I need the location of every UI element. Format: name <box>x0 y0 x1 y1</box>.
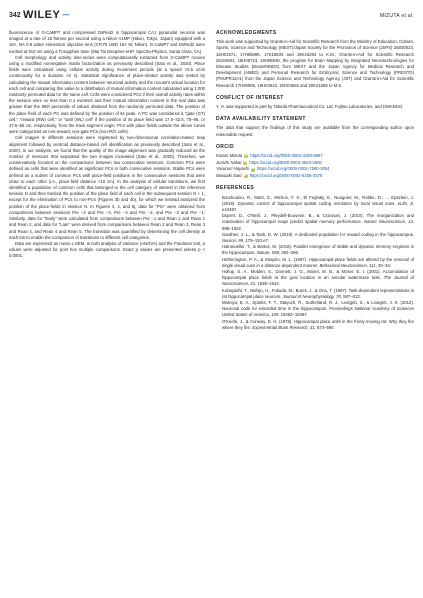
orcid-icon <box>251 168 255 172</box>
reference-text: O'Keefe, J., & Conway, D. H. (1978). Hippocampal place units in the freely moving rat: Why they fire where they fire. <box>222 318 414 330</box>
orcid-link[interactable]: https://orcid.org/0000-0003-4963-2600 <box>249 159 322 165</box>
reference-pages: , 597–613. <box>340 293 361 299</box>
orcid-link[interactable]: https://orcid.org/0000-0002-5208-3375 <box>249 172 323 178</box>
reference-journal: Nature, 558 <box>256 250 279 256</box>
orcid-item <box>216 153 414 160</box>
reference-pages: , 19462–19467. <box>278 312 308 318</box>
reference-pages: , 179–193.e7. <box>243 238 270 244</box>
reference-text: Bourboulou, R., Marti, G., Michon, F. X., El Feghaly, E., Nouguier, M., Robbe, D., … Epsztein, J. (2019). Dynamic control of hippocampal spatial coding resolution by local visual cues. <box>222 194 414 206</box>
page-header <box>9 10 414 24</box>
reference-journal: Journal of Neurophysiology, 78 <box>282 293 341 299</box>
running-head: MIZUTA et al. <box>379 13 414 19</box>
reference-entry <box>216 269 414 288</box>
reference-pages: , 1635–1644. <box>255 281 280 287</box>
orcid-icon <box>244 154 248 158</box>
reference-text: Hetherington, P. A., & Shapiro, M. L. (1997). Hippocampal place fields are altered by the removal of single visual cues in a distance-dependent manner. <box>222 256 414 268</box>
reference-text: Hollup, S. A., Molden, S., Donnett, J. G., Moser, M. B., & Moser, E. I. (2001). Accumulation of hippocampal place fields at the goal location in an annular watermaze task. <box>222 269 414 281</box>
methods-paragraph-4: Data are expressed as mean ± SEM. In both analysis of variance (ANOVA) and the Friedman test, p values were adjusted for post hoc multiple comparisons. Exact p values are presented unless p < 0.0001. <box>9 240 205 259</box>
left-column <box>9 30 205 260</box>
reference-journal: Neuron, 99 <box>222 238 244 244</box>
orcid-author-name: Kotaro Mizuta <box>216 153 243 159</box>
reference-text: Kobayashi, T., Nishijo, H., Fukuda, M., Bures, J., & Ono, T. (1997). Task-dependent representations in rat hippocampal place neurons. <box>222 287 414 299</box>
orcid-author-name: Yasunori Hayashi <box>216 166 249 172</box>
reference-pages: , 573–590. <box>314 324 335 330</box>
reference-text: Gauthier, J. L., & Tank, D. W. (2018). A dedicated population for reward coding in the hippocampus. <box>222 231 414 237</box>
orcid-link[interactable]: https://orcid.org/0000-0002-7560-3004 <box>257 166 330 172</box>
references-heading: REFERENCES <box>216 185 255 192</box>
reference-entry <box>216 213 414 232</box>
reference-journal: Nature Neuroscience, 13 <box>363 219 413 225</box>
reference-entry <box>216 300 414 319</box>
orcid-item <box>216 173 414 180</box>
reference-journal: Behavioral Neuroscience, 111 <box>319 262 376 268</box>
reference-pages: , e44487. <box>222 200 414 213</box>
orcid-heading: ORCID <box>216 143 235 150</box>
reference-entry <box>216 232 414 244</box>
methods-paragraph-3: Cell images in different sessions were registered by two-dimensional correlation-based map alignment followed by centroid distance-based cell identification as previously described (Sato et al., 2020). In our analysis, we found that the quality of the image alignment was gradually reduced as the number of sessions that separated the two images increased (Sato et al., 2020). Therefore, we conservatively focused on the comparisons between two consecutive sessions. Common PCs were defined as cells that were identified as significant PCs in both consecutive sessions. Stable PCs were defined as a subset of common PCs with place-field positions in the consecutive sessions that were close to each other (i.e., place-field distance <10 cm). In the analysis of cellular transitions, we first identified a population of common cells that belonged to the cell category of interest in the reference session N and then tracked the position of the place field of each cell in the subsequent session N + 1, except for the elimination of PCs to non-PCs (Figures 3b and 4b), for which we instead analyzed the position of the place-fields in session N. In Figures 3, 4, and 5j, data for "Pre" were obtained from comparisons between sessions Pre −4 and Pre −3, Pre −3 and Pre −2, and Pre −2 and Pre −1. Similarly, data for "Early" were calculated from comparisons between Pre −1 and Rean 1 and Rean 1 and Rean 2, and data for "Late" were derived from comparisons between Rean 2 and Rean 3, Rean 3 and Rean 4, and Rean 4 and Rean 5. The transition was quantified by determining the cell density at each bin to enable the comparison of transitions to different cell categories. <box>9 135 205 240</box>
reference-pages: , 995–1002. <box>222 219 414 231</box>
conflict-heading: CONFLICT OF INTEREST <box>216 94 284 101</box>
reference-pages: , 292–296. <box>278 250 300 256</box>
journal-logo <box>23 9 70 21</box>
orcid-link[interactable]: https://orcid.org/0000-0003-3169-8997 <box>250 153 323 159</box>
orcid-list <box>216 153 414 179</box>
reference-entry <box>216 257 414 269</box>
orcid-icon <box>243 161 247 165</box>
reference-text: Mamiya, E. A., Sparks, F. T., Stayoch, R., Sutherland, R. J., Leutgeb, S., & Leutgeb, J. K. (2012). Neuronal code for extended time in the hippocampus. <box>222 300 414 312</box>
page-number: 342 <box>9 12 21 19</box>
orcid-item <box>216 166 414 173</box>
reference-entry <box>216 319 414 331</box>
reference-journal: The Journal of Neuroscience, 21 <box>222 275 415 287</box>
journal-name: WILEY <box>23 9 61 21</box>
reference-text: Hainmueller, T., & Bartos, M. (2018). Parallel emergence of stable and dynamic memory engrams in the hippocampus. <box>222 244 414 256</box>
data-availability-heading: DATA AVAILABILITY STATEMENT <box>216 116 306 123</box>
orcid-author-name: Masaaki Sato <box>216 172 242 178</box>
reference-journal: Experimental Brain Research, 31 <box>252 324 315 330</box>
orcid-item <box>216 160 414 167</box>
references-list <box>216 195 414 331</box>
right-column <box>216 30 414 331</box>
conflict-text: Y. H. was supported in part by Takeda Pharmaceutical Co. Ltd, Fujitsu Laboratories, and DWANGO. <box>216 104 404 110</box>
reference-text: Dupret, D., O'Neill, J., Pleydell-Bouverie, B., & Csicsvari, J. (2010). The reorganization and reactivation of hippocampal maps predict spatial memory performance. <box>222 213 414 225</box>
acknowledgments-text: This work was supported by Grants-in-Aid for Scientific Research from the Ministry of Education, Culture, Sports, Science and Technology (MEXT)/Japan Society for the Promotion of Science (JSPS) 25830023, 15H01571, 17H05695, 17K19633 and 19K16293 to K.M.; Grants-in-Aid for Scientific Research 26115504, 15H05723, 18H06536, the program for Brain Mapping by Integrated Neurotechnologies for Disease Studies (Brain/MINDS) from MEXT and the Japan Agency for Medical Research and Development (AMED) and Personal Research for Embryonic Science and Technology (PRESTO) (PMJPR12A1) from the Japan Science and Technology Agency (JST) and Grants-in-Aid for Scientific Research 17H05985, 19H04942, 20H03550 and 20K21565 to M.S. <box>216 39 414 88</box>
methods-paragraph-2: Cell morphology and activity time-series were computationally extracted from G-CaMP7 movies using a modified nonnegative matrix factorization as previously described (Sato et al., 2020). Place fields were calculated using cellular activity during movement periods (at a speed >0.5 cm/s continuously for a duration >2 s). Statistical significance of place-related activity was tested by calculating the mutual information content between neuronal activity and the mouse's virtual location for each cell and comparing this value to a distribution of mutual information content calculated using 1,000 randomly permuted data for the same cell. Cells were considered PCs if their overall activity rates within the session were no less than 0.1 events/s and their mutual information content in the real data was greater than the 95th percentile of values obtained from the randomly permuted data. The position of the place field of each PC was defined by the position of its peak. A PC was considered a "gate (GT) cell," "reward (RW) cell," or "wall (WL) cell" if the position of its place field was 17.5–32.5, 75–95, or 47.5–55 cm, respectively, from the track segment origin. PCs with place fields outside the above zones were categorized as non-reward, non-gate PCs (non-R/G cells). <box>9 54 205 135</box>
acknowledgments-heading: ACKNOWLEDGMENTS <box>216 30 277 36</box>
data-availability-text: The data that support the findings of this study are available from the corresponding author upon reasonable request. <box>216 125 414 137</box>
reference-entry <box>216 195 414 214</box>
methods-paragraph-1: fluorescence of G-CaMP7 and compressed DsRed2 in hippocampal CA1 pyramidal neurons was imaged at a rate of 15 frames per second using a Nikon A1MP (Nikon, Tokyo, Japan) equipped with a 16×, NA 0.8 water immersion objective lens (CFI75 LWD 16× W, Nikon). G-CaMP7 and DsRed2 were excited at 910 nm using a Ti:sapphire laser (Mai Tai DeepSee eHP, Spectra-Physics, Santa Clara, CA). <box>9 30 205 54</box>
reference-entry <box>216 288 414 300</box>
reference-journal: Proceedings National Academy of Sciences United States of America, 109 <box>222 306 414 318</box>
logo-dash-icon: — <box>62 11 70 19</box>
reference-entry <box>216 244 414 256</box>
orcid-icon <box>244 174 248 178</box>
reference-journal: eLife, 8 <box>397 200 413 206</box>
orcid-author-name: Junichi Nakai <box>216 159 242 165</box>
reference-pages: , 20–34. <box>375 262 392 268</box>
